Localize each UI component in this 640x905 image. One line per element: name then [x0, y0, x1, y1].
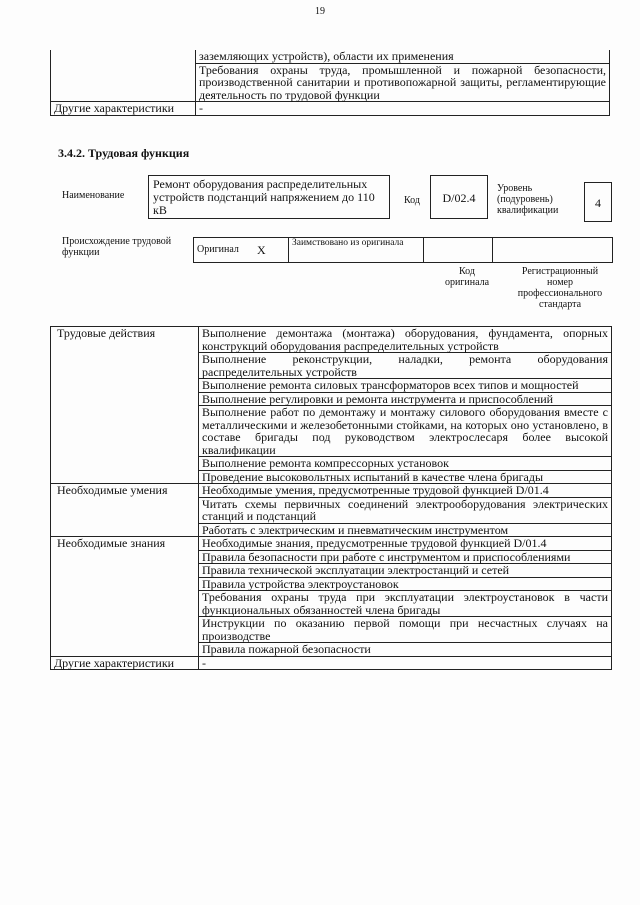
other-characteristics-label: Другие характеристики [51, 102, 196, 116]
list-item: Требования охраны труда при эксплуатации электроустановок в части функциональных обязанностей члена бригады [199, 591, 612, 617]
reg-number-caption: Регистрационный номер профессионального стандарта [517, 266, 603, 310]
function-name: Ремонт оборудования распределительных устройств подстанций напряжением до 110 кВ [153, 177, 375, 217]
page-number: 19 [315, 6, 325, 17]
code-label: Код [404, 195, 420, 206]
list-item: Правила безопасности при работе с инструментом и приспособлениями [199, 550, 612, 564]
knowledge-label: Необходимые знания [51, 537, 199, 657]
list-item: Выполнение работ по демонтажу и монтажу силового оборудования вместе с металлическими и железобетонными стойками, на которых оно установлено, в составе бригады под руководством электрослесаря более высокой квалификации [199, 406, 612, 457]
list-item: Правила пожарной безопасности [199, 643, 612, 657]
list-item: Правила устройства электроустановок [199, 577, 612, 591]
origin-label: Происхождение трудовой функции [62, 236, 172, 258]
skills-label: Необходимые умения [51, 484, 199, 537]
list-item: Выполнение регулировки и ремонта инструмента и приспособлений [199, 392, 612, 406]
table-row [51, 102, 610, 116]
function-name-box [148, 175, 390, 219]
other-characteristics-value: - [196, 102, 610, 116]
other-characteristics-label: Другие характеристики [51, 656, 199, 670]
list-item: Выполнение реконструкции, наладки, ремонта оборудования распределительных устройств [199, 353, 612, 379]
function-code: D/02.4 [442, 191, 476, 205]
table-cell: заземляющих устройств), области их применения [196, 50, 610, 63]
original-label: Оригинал [194, 238, 255, 263]
top-table [50, 50, 610, 116]
other-characteristics-value: - [199, 656, 612, 670]
name-label: Наименование [62, 190, 125, 201]
table-cell: Требования охраны труда, промышленной и пожарной безопасности, производственной санитарии и противопожарной защиты, регламентирующие деятельность по трудовой функции [196, 63, 610, 102]
list-item: Выполнение демонтажа (монтажа) оборудования, фундамента, опорных конструкций оборудования распределительных устройств [199, 327, 612, 353]
origin-table [193, 237, 613, 263]
level-box [584, 182, 612, 222]
function-code-box [430, 175, 488, 219]
list-item: Правила технической эксплуатации электростанций и сетей [199, 564, 612, 578]
list-item: Выполнение ремонта компрессорных установок [199, 457, 612, 471]
list-item: Инструкции по оказанию первой помощи при несчастных случаях на производстве [199, 617, 612, 643]
reg-number-cell [493, 238, 613, 263]
actions-label: Трудовые действия [51, 327, 199, 484]
original-mark: X [254, 238, 289, 263]
empty-label-cell [51, 50, 196, 102]
section-title: 3.4.2. Трудовая функция [58, 146, 190, 160]
borrowed-label: Заимствовано из оригинала [289, 238, 424, 263]
level-label: Уровень (подуровень) квалификации [497, 183, 559, 216]
list-item: Работать с электрическим и пневматическим инструментом [199, 523, 612, 537]
table-row [51, 50, 610, 63]
list-item: Необходимые умения, предусмотренные трудовой функцией D/01.4 [199, 484, 612, 498]
list-item: Необходимые знания, предусмотренные трудовой функцией D/01.4 [199, 537, 612, 551]
code-original-caption: Код оригинала [444, 266, 490, 288]
code-original-cell [424, 238, 493, 263]
main-table [50, 326, 612, 670]
list-item: Выполнение ремонта силовых трансформаторов всех типов и мощностей [199, 379, 612, 393]
list-item: Проведение высоковольтных испытаний в качестве члена бригады [199, 470, 612, 484]
level-value: 4 [595, 196, 601, 210]
list-item: Читать схемы первичных соединений электрооборудования электрических станций и подстанций [199, 497, 612, 523]
